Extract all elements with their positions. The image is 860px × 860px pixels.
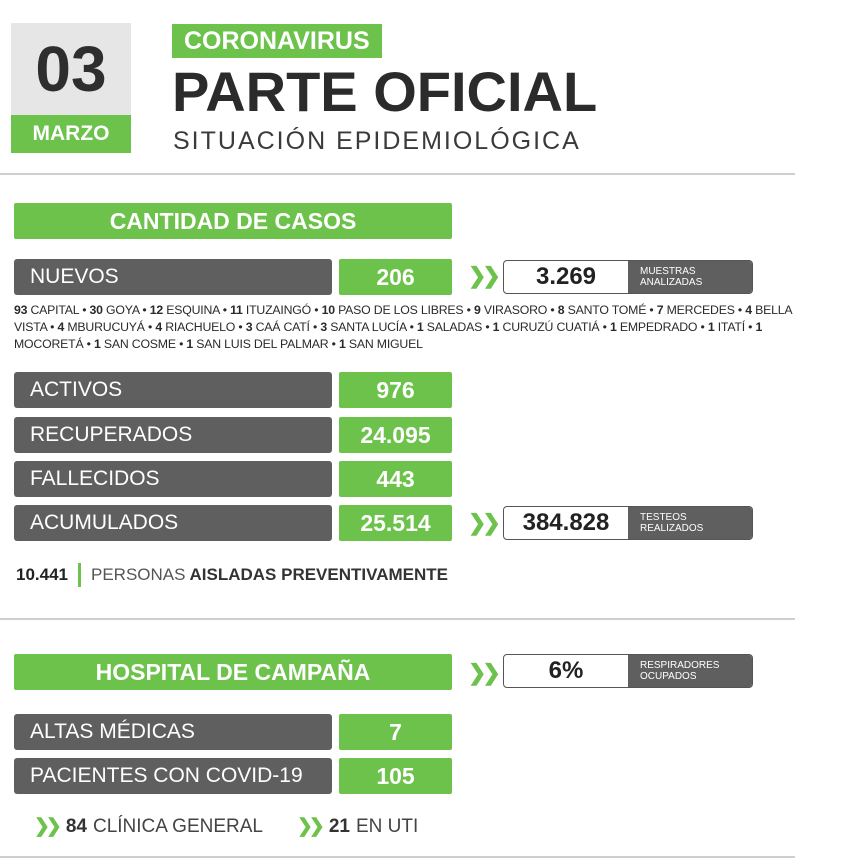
breakdown-item [246, 320, 310, 334]
coronavirus-tag: CORONAVIRUS [172, 24, 382, 58]
breakdown-separator: • [219, 303, 231, 317]
breakdown-separator: • [463, 303, 474, 317]
breakdown-separator: • [482, 320, 493, 334]
date-day: 03 [11, 23, 131, 115]
breakdown-separator: • [83, 337, 94, 351]
muestras-box [503, 260, 753, 294]
breakdown-separator: • [406, 320, 417, 334]
breakdown-place: CAÁ CATÍ [255, 320, 310, 334]
activos-label: ACTIVOS [14, 372, 332, 408]
breakdown-item [417, 320, 482, 334]
breakdown-place: ESQUINA [166, 303, 220, 317]
breakdown-item [90, 303, 140, 317]
divider [0, 618, 795, 620]
uti-label: EN UTI [355, 815, 419, 837]
breakdown-separator: • [646, 303, 657, 317]
fallecidos-value: 443 [339, 461, 452, 497]
section-hospital-de-campana: HOSPITAL DE CAMPAÑA [14, 654, 452, 690]
breakdown-place: MBURUCUYÁ [67, 320, 145, 334]
breakdown-separator: • [139, 303, 150, 317]
hospital-breakdown [34, 815, 418, 838]
breakdown-separator: • [78, 303, 90, 317]
breakdown-count: 93 [14, 303, 28, 317]
breakdown-separator: • [309, 320, 321, 334]
nuevos-value: 206 [339, 259, 452, 295]
pacientes-label: PACIENTES CON COVID-19 [14, 758, 332, 794]
aisladas-text: PERSONAS [91, 565, 186, 584]
breakdown-place: GOYA [106, 303, 140, 317]
breakdown-place: ITUZAINGÓ [245, 303, 312, 317]
aisladas-strong: AISLADAS PREVENTIVAMENTE [189, 565, 448, 584]
testeos-caption [628, 507, 752, 539]
chevron-right-icon: ❯❯ [468, 660, 497, 685]
breakdown-item [186, 337, 328, 351]
breakdown-separator: • [46, 320, 58, 334]
respiradores-value: 6% [548, 657, 584, 684]
divider [0, 173, 795, 175]
breakdown-item [94, 337, 176, 351]
breakdown-item [322, 303, 464, 317]
breakdown-separator: • [175, 337, 187, 351]
breakdown-place: SAN COSME [103, 337, 176, 351]
altas-value: 7 [339, 714, 452, 750]
page-title: PARTE OFICIAL [172, 60, 598, 123]
breakdown-count: 7 [656, 303, 664, 317]
recuperados-label: RECUPERADOS [14, 417, 332, 453]
breakdown-place: CURUZÚ CUATIÁ [502, 320, 600, 334]
aisladas-separator [78, 563, 81, 587]
breakdown-list [14, 302, 794, 353]
breakdown-place: SANTO TOMÉ [567, 303, 647, 317]
chevron-right-icon: ❯❯ [468, 263, 497, 288]
caption-line: RESPIRADORES [640, 660, 720, 671]
breakdown-count: 4 [57, 320, 65, 334]
breakdown-place: MERCEDES [666, 303, 735, 317]
breakdown-place: CAPITAL [30, 303, 79, 317]
breakdown-count: 4 [155, 320, 162, 334]
caption-line: MUESTRAS [640, 266, 696, 277]
breakdown-item [610, 320, 697, 334]
breakdown-count: 1 [339, 337, 346, 351]
fallecidos-label: FALLECIDOS [14, 461, 332, 497]
caption-line: TESTEOS [640, 512, 687, 523]
breakdown-count: 10 [321, 303, 335, 317]
breakdown-count: 1 [609, 320, 617, 334]
breakdown-count: 1 [707, 320, 715, 334]
chevron-right-icon: ❯❯ [468, 510, 497, 535]
uti-value: 21 [328, 815, 350, 837]
breakdown-place: VIRASORO [483, 303, 548, 317]
breakdown-item [474, 303, 547, 317]
breakdown-count: 3 [320, 320, 327, 334]
breakdown-separator: • [547, 303, 558, 317]
aisladas-line [16, 563, 448, 587]
muestras-value: 3.269 [535, 263, 597, 290]
pacientes-value: 105 [339, 758, 452, 794]
breakdown-place: SANTA LUCÍA [330, 320, 407, 334]
breakdown-separator: • [328, 337, 340, 351]
breakdown-place: MOCORETÁ [14, 337, 84, 351]
breakdown-count: 1 [186, 337, 194, 351]
breakdown-place: RIACHUELO [165, 320, 236, 334]
breakdown-place: PASO DE LOS LIBRES [338, 303, 464, 317]
caption-line: ANALIZADAS [640, 277, 703, 288]
testeos-value: 384.828 [522, 509, 610, 536]
clinica-label: CLÍNICA GENERAL [92, 815, 263, 837]
date-month: MARZO [11, 115, 131, 153]
breakdown-item [708, 320, 745, 334]
breakdown-place: ITATÍ [717, 320, 745, 334]
breakdown-separator: • [697, 320, 708, 334]
date-box [11, 23, 131, 153]
altas-label: ALTAS MÉDICAS [14, 714, 332, 750]
breakdown-place: BELLA VISTA [14, 303, 792, 334]
aisladas-value: 10.441 [16, 565, 68, 584]
breakdown-place: SALADAS [426, 320, 483, 334]
breakdown-separator: • [144, 320, 156, 334]
section-cantidad-de-casos: CANTIDAD DE CASOS [14, 203, 452, 239]
testeos-box [503, 506, 753, 540]
breakdown-place: SAN MIGUEL [348, 337, 423, 351]
acumulados-value: 25.514 [339, 505, 452, 541]
activos-value: 976 [339, 372, 452, 408]
breakdown-place: EMPEDRADO [619, 320, 698, 334]
breakdown-item [58, 320, 145, 334]
breakdown-count: 4 [745, 303, 752, 317]
breakdown-item [230, 303, 311, 317]
muestras-caption [628, 261, 752, 293]
breakdown-item [339, 337, 423, 351]
breakdown-item [150, 303, 220, 317]
acumulados-label: ACUMULADOS [14, 505, 332, 541]
recuperados-value: 24.095 [339, 417, 452, 453]
breakdown-item [14, 303, 79, 317]
breakdown-count: 9 [473, 303, 481, 317]
breakdown-count: 11 [230, 303, 243, 317]
breakdown-item [493, 320, 600, 334]
breakdown-separator: • [599, 320, 610, 334]
breakdown-item [657, 303, 735, 317]
chevron-right-icon: ❯❯ [34, 816, 58, 837]
breakdown-count: 1 [94, 337, 101, 351]
breakdown-count: 30 [89, 303, 103, 317]
caption-line: REALIZADOS [640, 523, 704, 534]
breakdown-item [558, 303, 647, 317]
nuevos-label: NUEVOS [14, 259, 332, 295]
divider [0, 856, 795, 858]
breakdown-separator: • [744, 320, 756, 334]
breakdown-separator: • [235, 320, 246, 334]
caption-line: OCUPADOS [640, 671, 697, 682]
clinica-value: 84 [65, 815, 87, 837]
breakdown-separator: • [311, 303, 322, 317]
respiradores-caption [628, 655, 752, 687]
breakdown-separator: • [734, 303, 746, 317]
breakdown-count: 1 [492, 320, 500, 334]
chevron-right-icon: ❯❯ [296, 816, 321, 837]
breakdown-count: 1 [755, 320, 763, 334]
breakdown-count: 12 [149, 303, 164, 317]
breakdown-count: 1 [416, 320, 424, 334]
page-subtitle: SITUACIÓN EPIDEMIOLÓGICA [173, 127, 581, 155]
breakdown-item [155, 320, 235, 334]
breakdown-item [320, 320, 406, 334]
respiradores-box [503, 654, 753, 688]
breakdown-count: 8 [557, 303, 565, 317]
breakdown-count: 3 [245, 320, 253, 334]
breakdown-place: SAN LUIS DEL PALMAR [196, 337, 329, 351]
